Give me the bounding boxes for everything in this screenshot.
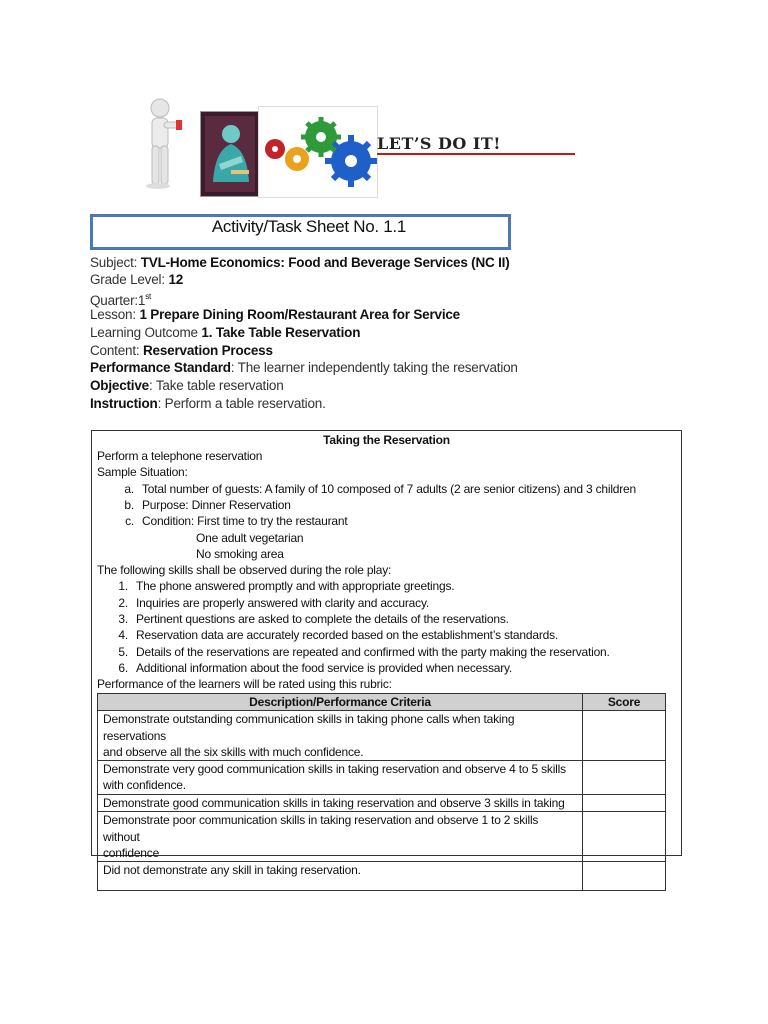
instruction-value: : Perform a table reservation. <box>157 396 326 411</box>
score-cell[interactable] <box>583 761 666 795</box>
table-row <box>98 711 666 761</box>
rubric-col-criteria: Description/Performance Criteria <box>98 694 583 711</box>
score-cell[interactable] <box>583 862 666 891</box>
list-text: Total number of guests: A family of 10 composed of 7 adults (2 are senior citizens) and 3 children <box>142 482 637 496</box>
rubric-col-score: Score <box>583 694 666 711</box>
table-row <box>98 812 666 862</box>
list-marker: a. <box>124 482 134 496</box>
standard-line <box>90 359 518 376</box>
list-item <box>112 497 291 513</box>
outcome-line <box>90 324 360 341</box>
list-item <box>112 481 636 497</box>
criteria-line: Demonstrate very good communication skills in taking reservation and observe 4 to 5 skills <box>103 762 566 777</box>
list-marker: 4. <box>118 628 128 642</box>
content-value: Reservation Process <box>143 343 273 358</box>
subject-line <box>90 254 510 271</box>
lesson-line <box>90 306 460 323</box>
condition-extra: One adult vegetarian <box>196 531 304 545</box>
rubric-criteria-cell <box>98 761 583 795</box>
score-cell[interactable] <box>583 795 666 812</box>
situation-label: Sample Situation: <box>97 465 188 479</box>
list-marker: 6. <box>118 661 128 675</box>
objective-label: Objective <box>90 378 149 393</box>
score-cell[interactable] <box>583 812 666 862</box>
list-text: Reservation data are accurately recorded based on the establishment’s standards. <box>136 628 559 642</box>
condition-extra: No smoking area <box>196 547 284 561</box>
quarter-sup: st <box>145 292 152 301</box>
skills-label: The following skills shall be observed during the role play: <box>97 563 392 577</box>
subject-value: TVL-Home Economics: Food and Beverage Services (NC II) <box>140 255 510 270</box>
criteria-line: and observe all the six skills with much confidence. <box>103 744 364 759</box>
criteria-line: Did not demonstrate any skill in taking reservation. <box>103 863 361 878</box>
list-marker: 5. <box>118 645 128 659</box>
table-row <box>98 862 666 891</box>
list-item <box>97 578 454 594</box>
criteria-line: with confidence. <box>103 778 186 793</box>
list-text: Additional information about the food service is provided when necessary. <box>136 661 513 675</box>
banner-underline <box>377 153 575 155</box>
task-title: Activity/Task Sheet No. 1.1 <box>211 217 406 236</box>
list-text: Condition: First time to try the restaurant <box>142 514 348 528</box>
list-item <box>97 595 429 611</box>
rubric-header-row <box>98 694 666 711</box>
grade-value: 12 <box>168 272 184 287</box>
list-item <box>97 627 558 643</box>
lesson-value: 1 Prepare Dining Room/Restaurant Area for Service <box>139 307 460 322</box>
instruction-label: Instruction <box>90 396 158 411</box>
instruction-line <box>90 395 326 412</box>
list-item <box>97 611 509 627</box>
rubric-table <box>97 693 666 891</box>
score-cell[interactable] <box>583 711 666 761</box>
thinking-figure-illustration <box>138 98 186 190</box>
thinker-painting-illustration <box>200 111 260 197</box>
quarter-label: Quarter:1 <box>90 293 146 308</box>
list-marker: 1. <box>118 579 128 593</box>
rubric-criteria-cell <box>98 711 583 761</box>
list-item <box>112 513 347 529</box>
list-marker: c. <box>125 514 134 528</box>
gears-illustration <box>258 106 378 198</box>
table-row <box>98 761 666 795</box>
lesson-label: Lesson: <box>90 307 140 322</box>
list-item <box>97 660 512 676</box>
list-marker: b. <box>124 498 134 512</box>
list-item <box>97 644 610 660</box>
rubric-criteria-cell <box>98 795 583 812</box>
criteria-line: Demonstrate good communication skills in taking reservation and observe 3 skills in taking <box>103 796 565 811</box>
criteria-line: Demonstrate poor communication skills in taking reservation and observe 1 to 2 skills without <box>103 813 539 844</box>
task-box-heading: Taking the Reservation <box>323 433 450 447</box>
list-text: Purpose: Dinner Reservation <box>142 498 291 512</box>
outcome-label: Learning Outcome <box>90 325 202 340</box>
list-marker: 2. <box>118 596 128 610</box>
outcome-value: 1. Take Table Reservation <box>201 325 361 340</box>
table-row <box>98 795 666 812</box>
criteria-line: confidence <box>103 846 160 861</box>
subject-label: Subject: <box>90 255 141 270</box>
list-marker: 3. <box>118 612 128 626</box>
grade-line <box>90 271 183 288</box>
objective-value: : Take table reservation <box>148 378 284 393</box>
list-text: The phone answered promptly and with appropriate greetings. <box>136 579 455 593</box>
objective-line <box>90 377 284 394</box>
criteria-line: Demonstrate outstanding communication skills in taking phone calls when taking reservations <box>103 712 515 743</box>
list-text: Pertinent questions are asked to complete the details of the reservations. <box>136 612 509 626</box>
list-text: Details of the reservations are repeated and confirmed with the party making the reservation. <box>136 645 610 659</box>
rubric-criteria-cell <box>98 812 583 862</box>
rubric-criteria-cell <box>98 862 583 891</box>
standard-label: Performance Standard <box>90 360 231 375</box>
banner-title: LET’S DO IT! <box>377 134 501 153</box>
content-label: Content: <box>90 343 143 358</box>
rubric-label: Performance of the learners will be rated using this rubric: <box>97 677 392 691</box>
content-line <box>90 342 273 359</box>
task-intro: Perform a telephone reservation <box>97 449 263 463</box>
standard-value: : The learner independently taking the reservation <box>230 360 518 375</box>
grade-label: Grade Level: <box>90 272 169 287</box>
list-text: Inquiries are properly answered with clarity and accuracy. <box>136 596 429 610</box>
